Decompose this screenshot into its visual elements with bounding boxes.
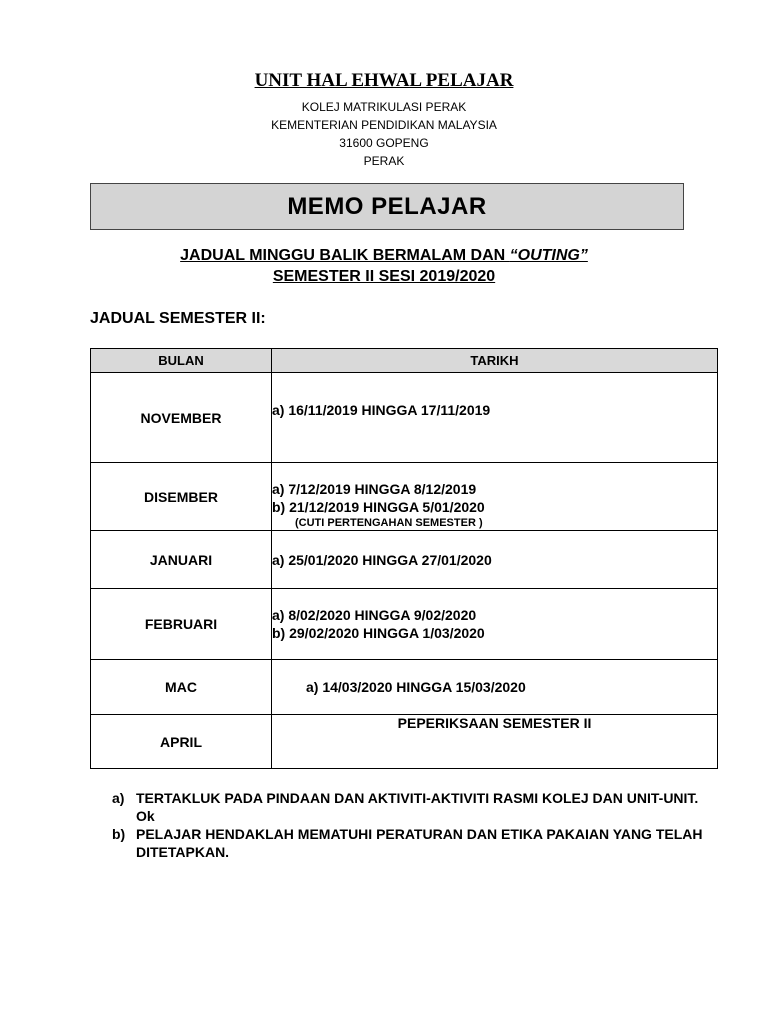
month-cell: JANUARI xyxy=(91,531,272,589)
dates-cell xyxy=(272,463,718,531)
subtitle-line-1 xyxy=(0,245,768,266)
section-title: JADUAL SEMESTER II: xyxy=(90,310,266,327)
month-cell: MAC xyxy=(91,660,272,715)
subtitle-outing: “OUTING” xyxy=(509,247,588,264)
list-item xyxy=(112,825,712,861)
date-range: b) 29/02/2020 HINGGA 1/03/2020 xyxy=(272,625,485,641)
subtitle-prefix: JADUAL MINGGU BALIK BERMALAM DAN xyxy=(180,247,510,264)
month-cell: FEBRUARI xyxy=(91,589,272,660)
header-bulan: BULAN xyxy=(91,349,272,373)
date-range: b) 21/12/2019 HINGGA 5/01/2020 xyxy=(272,499,485,515)
dates-cell xyxy=(272,660,718,715)
unit-title: UNIT HAL EHWAL PELAJAR xyxy=(254,70,514,91)
header-tarikh: TARIKH xyxy=(272,349,718,373)
list-item xyxy=(112,789,712,807)
month-cell: DISEMBER xyxy=(91,463,272,531)
table-header-row xyxy=(91,349,718,373)
date-range: a) 16/11/2019 HINGGA 17/11/2019 xyxy=(272,402,491,418)
date-note: (CUTI PERTENGAHAN SEMESTER ) xyxy=(295,517,483,529)
note-label: b) xyxy=(112,826,126,842)
ministry-name: KEMENTERIAN PENDIDIKAN MALAYSIA xyxy=(271,118,497,132)
note-extra: Ok xyxy=(136,808,155,824)
memo-title-box xyxy=(90,183,684,230)
subtitle-line-2: SEMESTER II SESI 2019/2020 xyxy=(272,268,496,285)
dates-cell xyxy=(272,531,718,589)
dates-cell xyxy=(272,589,718,660)
date-range: a) 8/02/2020 HINGGA 9/02/2020 xyxy=(272,607,477,623)
note-label: a) xyxy=(112,790,125,806)
date-range: a) 14/03/2020 HINGGA 15/03/2020 xyxy=(306,679,526,695)
postcode-city: 31600 GOPENG xyxy=(339,136,429,150)
dates-cell xyxy=(272,373,718,463)
letterhead xyxy=(0,70,768,170)
document-subtitle xyxy=(0,245,768,287)
note-text: PELAJAR HENDAKLAH MEMATUHI PERATURAN DAN ETIKA PAKAIAN YANG TELAH DITETAPKAN. xyxy=(136,826,703,860)
college-name: KOLEJ MATRIKULASI PERAK xyxy=(301,100,467,114)
table-row xyxy=(91,531,718,589)
note-text: TERTAKLUK PADA PINDAAN DAN AKTIVITI-AKTIVITI RASMI KOLEJ DAN UNIT-UNIT. xyxy=(136,790,699,806)
table-row xyxy=(91,589,718,660)
exam-cell: PEPERIKSAAN SEMESTER II xyxy=(272,715,718,769)
date-range: a) 7/12/2019 HINGGA 8/12/2019 xyxy=(272,481,477,497)
table-row xyxy=(91,660,718,715)
footnotes xyxy=(112,789,712,861)
table-row xyxy=(91,373,718,463)
state-name: PERAK xyxy=(363,154,405,168)
month-cell: APRIL xyxy=(91,715,272,769)
table-row xyxy=(91,715,718,769)
month-cell: NOVEMBER xyxy=(91,373,272,463)
memo-title: MEMO PELAJAR xyxy=(287,192,487,220)
schedule-table xyxy=(90,348,718,769)
date-range: a) 25/01/2020 HINGGA 27/01/2020 xyxy=(272,551,492,568)
table-row xyxy=(91,463,718,531)
